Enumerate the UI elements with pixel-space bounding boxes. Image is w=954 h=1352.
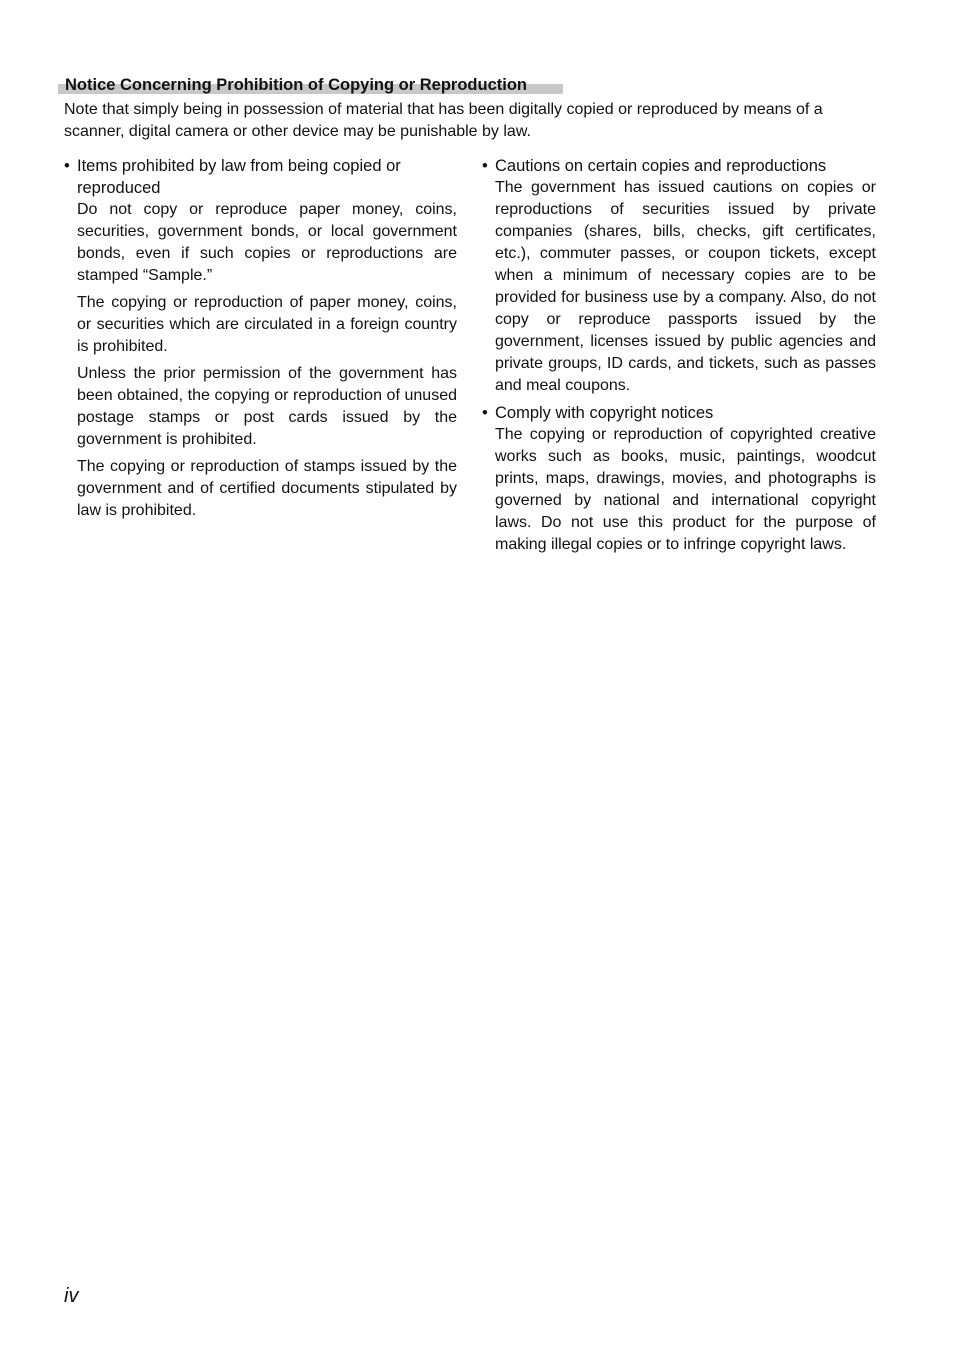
item-paragraph: The government has issued cautions on copies or reproductions of securities issued by private companies (shares, bills, checks, gift certificates, etc.), commuter passes, or coupon tickets, except when a minimum of necessary copies are to be provided for business use by a company. Also, do not copy or reproduce passports issued by the government, licenses issued by public agencies and private groups, ID cards, and tickets, such as passes and meal coupons. xyxy=(495,179,876,394)
left-column xyxy=(64,155,457,527)
notice-intro: Note that simply being in possession of material that has been digitally copied or reproduced by means of a scanner, digital camera or other device may be punishable by law. xyxy=(64,101,823,140)
item-paragraph: Unless the prior permission of the government has been obtained, the copying or reproduction of unused postage stamps or post cards issued by the government is prohibited. xyxy=(77,365,457,448)
item-title: Comply with copyright notices xyxy=(495,404,714,422)
bullet-icon: • xyxy=(482,404,488,422)
item-paragraph: The copying or reproduction of copyrighted creative works such as books, music, paintings, woodcut prints, maps, drawings, movies, and photographs is governed by national and international copyright laws. Do not use this product for the purpose of making illegal copies or to infringe copyright laws. xyxy=(495,426,876,553)
list-item-copyright xyxy=(482,402,876,556)
notice-heading-block xyxy=(58,75,563,95)
item-title: Cautions on certain copies and reproductions xyxy=(495,157,827,175)
bullet-icon: • xyxy=(482,157,488,175)
item-title: Items prohibited by law from being copied or reproduced xyxy=(77,157,401,197)
right-column xyxy=(482,155,876,561)
list-item-prohibited xyxy=(64,155,457,522)
page-number: iv xyxy=(64,1285,79,1307)
notice-heading: Notice Concerning Prohibition of Copying or Reproduction xyxy=(65,76,527,94)
bullet-icon: • xyxy=(64,157,70,175)
item-paragraph: Do not copy or reproduce paper money, coins, securities, government bonds, or local government bonds, even if such copies or reproductions are stamped “Sample.” xyxy=(77,201,457,284)
item-paragraph: The copying or reproduction of paper money, coins, or securities which are circulated in a foreign country is prohibited. xyxy=(77,294,457,355)
list-item-cautions xyxy=(482,155,876,397)
item-paragraph: The copying or reproduction of stamps issued by the government and of certified documents stipulated by law is prohibited. xyxy=(77,458,457,519)
